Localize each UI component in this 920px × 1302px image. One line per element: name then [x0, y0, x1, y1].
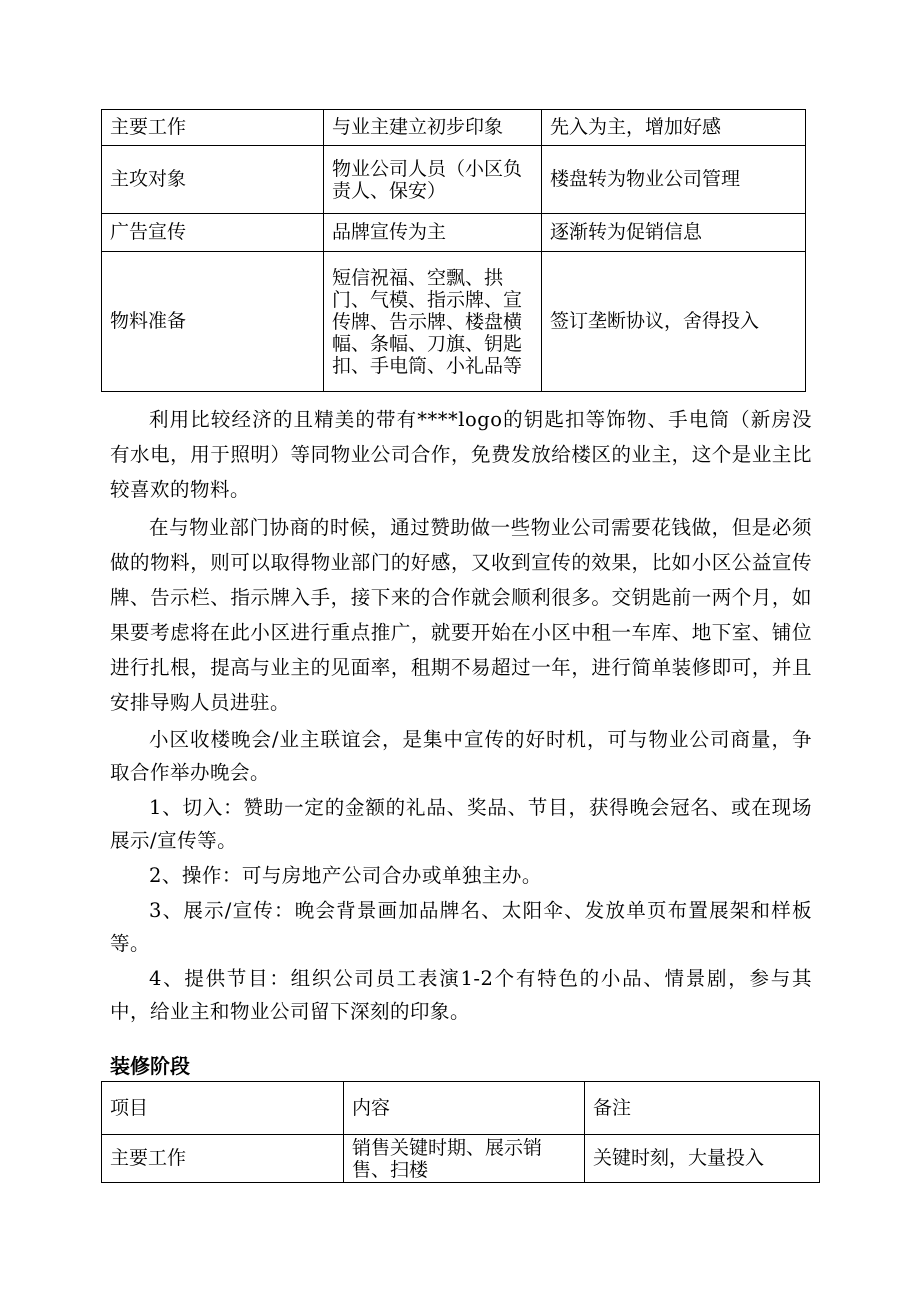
table-cell: 逐渐转为促销信息	[542, 214, 806, 252]
table-cell: 关键时刻，大量投入	[585, 1135, 820, 1183]
table-cell: 物业公司人员（小区负责人、保安）	[324, 146, 542, 214]
table-cell: 主要工作	[102, 110, 324, 146]
promotion-table-1	[101, 109, 806, 392]
table-header-cell: 备注	[585, 1082, 820, 1135]
table-cell: 品牌宣传为主	[324, 214, 542, 252]
table-cell: 销售关键时期、展示销售、扫楼	[344, 1135, 585, 1183]
table-cell: 与业主建立初步印象	[324, 110, 542, 146]
table-row	[102, 110, 806, 146]
table-row	[102, 146, 806, 214]
paragraph: 利用比较经济的且精美的带有****logo的钥匙扣等饰物、手电筒（新房没有水电，用于照明）等同物业公司合作，免费发放给楼区的业主，这个是业主比较喜欢的物料。	[110, 408, 812, 501]
paragraph: 1、切入：赞助一定的金额的礼品、奖品、节目，获得晚会冠名、或在现场展示/宣传等。	[110, 796, 812, 852]
table-header-row	[102, 1082, 820, 1135]
table-cell: 主攻对象	[102, 146, 324, 214]
table-cell: 先入为主，增加好感	[542, 110, 806, 146]
table-cell: 楼盘转为物业公司管理	[542, 146, 806, 214]
table-row	[102, 1135, 820, 1183]
table-cell: 短信祝福、空飘、拱门、气模、指示牌、宣传牌、告示牌、楼盘横幅、条幅、刀旗、钥匙扣、手电筒、小礼品等	[324, 252, 542, 392]
body-text	[110, 402, 812, 1030]
paragraph: 4、提供节目：组织公司员工表演1-2个有特色的小品、情景剧，参与其中，给业主和物业公司留下深刻的印象。	[110, 967, 812, 1023]
section-heading: 装修阶段	[110, 1054, 190, 1078]
decoration-stage-table	[101, 1081, 820, 1183]
table-header-cell: 内容	[344, 1082, 585, 1135]
paragraph: 小区收楼晚会/业主联谊会，是集中宣传的好时机，可与物业公司商量，争取合作举办晚会。	[110, 728, 812, 784]
table-cell: 物料准备	[102, 252, 324, 392]
paragraph: 3、展示/宣传：晚会背景画加品牌名、太阳伞、发放单页布置展架和样板等。	[110, 899, 812, 955]
table-cell: 主要工作	[102, 1135, 344, 1183]
paragraph: 2、操作：可与房地产公司合办或单独主办。	[149, 864, 542, 887]
table-header-cell: 项目	[102, 1082, 344, 1135]
paragraph: 在与物业部门协商的时候，通过赞助做一些物业公司需要花钱做，但是必须做的物料，则可以取得物业部门的好感，又收到宣传的效果，比如小区公益宣传牌、告示栏、指示牌入手，接下来的合作就会顺利很多。交钥匙前一两个月，如果要考虑将在此小区进行重点推广，就要开始在小区中租一车库、地下室、铺位进行扎根，提高与业主的见面率，租期不易超过一年，进行简单装修即可，并且安排导购人员进驻。	[110, 516, 812, 714]
table-cell: 广告宣传	[102, 214, 324, 252]
table-cell: 签订垄断协议，舍得投入	[542, 252, 806, 392]
table-row	[102, 214, 806, 252]
table-row	[102, 252, 806, 392]
